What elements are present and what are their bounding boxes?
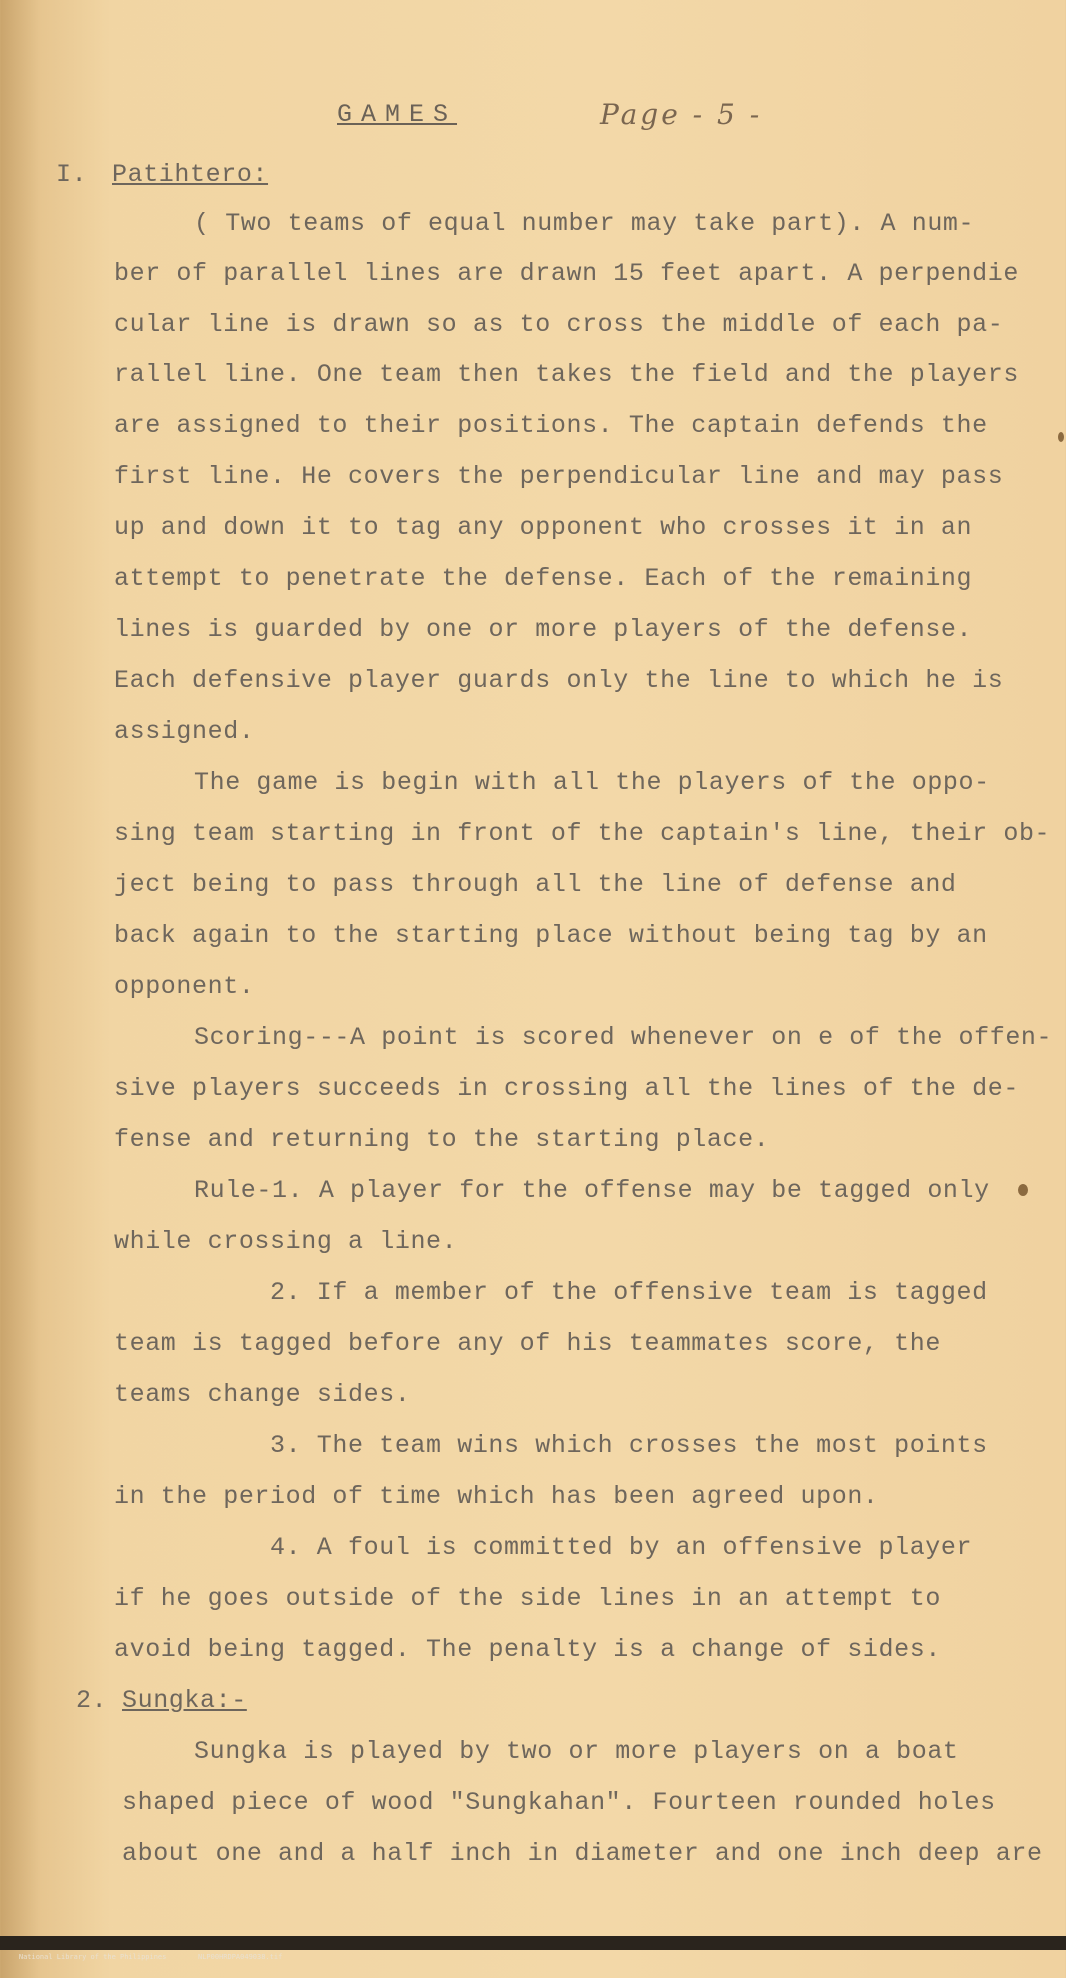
paragraph-line: 3. The team wins which crosses the most points bbox=[270, 1431, 988, 1460]
paragraph-line: avoid being tagged. The penalty is a change of sides. bbox=[114, 1635, 941, 1664]
paragraph-line: Scoring---A point is scored whenever on e of the offen- bbox=[194, 1023, 1053, 1052]
paragraph-line: 2. If a member of the offensive team is tagged bbox=[270, 1278, 988, 1307]
paragraph-line: ( Two teams of equal number may take part). A num- bbox=[194, 209, 975, 238]
paragraph-line: ber of parallel lines are drawn 15 feet apart. A perpendie bbox=[114, 259, 1019, 288]
paragraph-line: first line. He covers the perpendicular line and may pass bbox=[114, 462, 1004, 491]
paragraph-line: while crossing a line. bbox=[114, 1227, 458, 1256]
paragraph-line: ject being to pass through all the line of defense and bbox=[114, 870, 957, 899]
paragraph-line: up and down it to tag any opponent who crosses it in an bbox=[114, 513, 973, 542]
paragraph-line: Rule-1. A player for the offense may be tagged only bbox=[194, 1176, 990, 1205]
paragraph-line: about one and a half inch in diameter and one inch deep are bbox=[122, 1839, 1043, 1868]
paragraph-line: sing team starting in front of the captain's line, their ob- bbox=[114, 819, 1051, 848]
section-heading: Patihtero: bbox=[112, 160, 269, 189]
paper-mark bbox=[1058, 432, 1064, 442]
paragraph-line: rallel line. One team then takes the field and the players bbox=[114, 360, 1019, 389]
footer-institution: National Library of the Philippines bbox=[18, 1953, 167, 1961]
paragraph-line: 4. A foul is committed by an offensive player bbox=[270, 1533, 973, 1562]
page-annotation: Page - 5 - bbox=[600, 98, 763, 131]
paragraph-line: opponent. bbox=[114, 972, 255, 1001]
page-title: GAMES bbox=[337, 100, 458, 129]
paragraph-line: The game is begin with all the players of the oppo- bbox=[194, 768, 990, 797]
paragraph-line: lines is guarded by one or more players of the defense. bbox=[114, 615, 973, 644]
paragraph-line: Sungka is played by two or more players on a boat bbox=[194, 1737, 959, 1766]
paragraph-line: team is tagged before any of his teammates score, the bbox=[114, 1329, 941, 1358]
paragraph-line: sive players succeeds in crossing all the lines of the de- bbox=[114, 1074, 1019, 1103]
paragraph-line: in the period of time which has been agreed upon. bbox=[114, 1482, 879, 1511]
paragraph-line: back again to the starting place without being tag by an bbox=[114, 921, 988, 950]
paragraph-line: are assigned to their positions. The captain defends the bbox=[114, 411, 988, 440]
paragraph-line: attempt to penetrate the defense. Each of the remaining bbox=[114, 564, 973, 593]
footer-file-id: NLP00HRDPA049038.tif bbox=[198, 1953, 283, 1961]
paragraph-line: if he goes outside of the side lines in an attempt to bbox=[114, 1584, 941, 1613]
paragraph-line: fense and returning to the starting place. bbox=[114, 1125, 770, 1154]
section-number: I. bbox=[56, 160, 88, 189]
paper-mark bbox=[1018, 1184, 1028, 1196]
scan-footer bbox=[0, 1936, 1066, 1961]
section-heading: Sungka:- bbox=[122, 1686, 247, 1715]
section-number: 2. bbox=[76, 1686, 108, 1715]
paragraph-line: cular line is drawn so as to cross the middle of each pa- bbox=[114, 310, 1004, 339]
paragraph-line: Each defensive player guards only the line to which he is bbox=[114, 666, 1004, 695]
paragraph-line: assigned. bbox=[114, 717, 255, 746]
paragraph-line: shaped piece of wood "Sungkahan". Fourteen rounded holes bbox=[122, 1788, 996, 1817]
paragraph-line: teams change sides. bbox=[114, 1380, 411, 1409]
